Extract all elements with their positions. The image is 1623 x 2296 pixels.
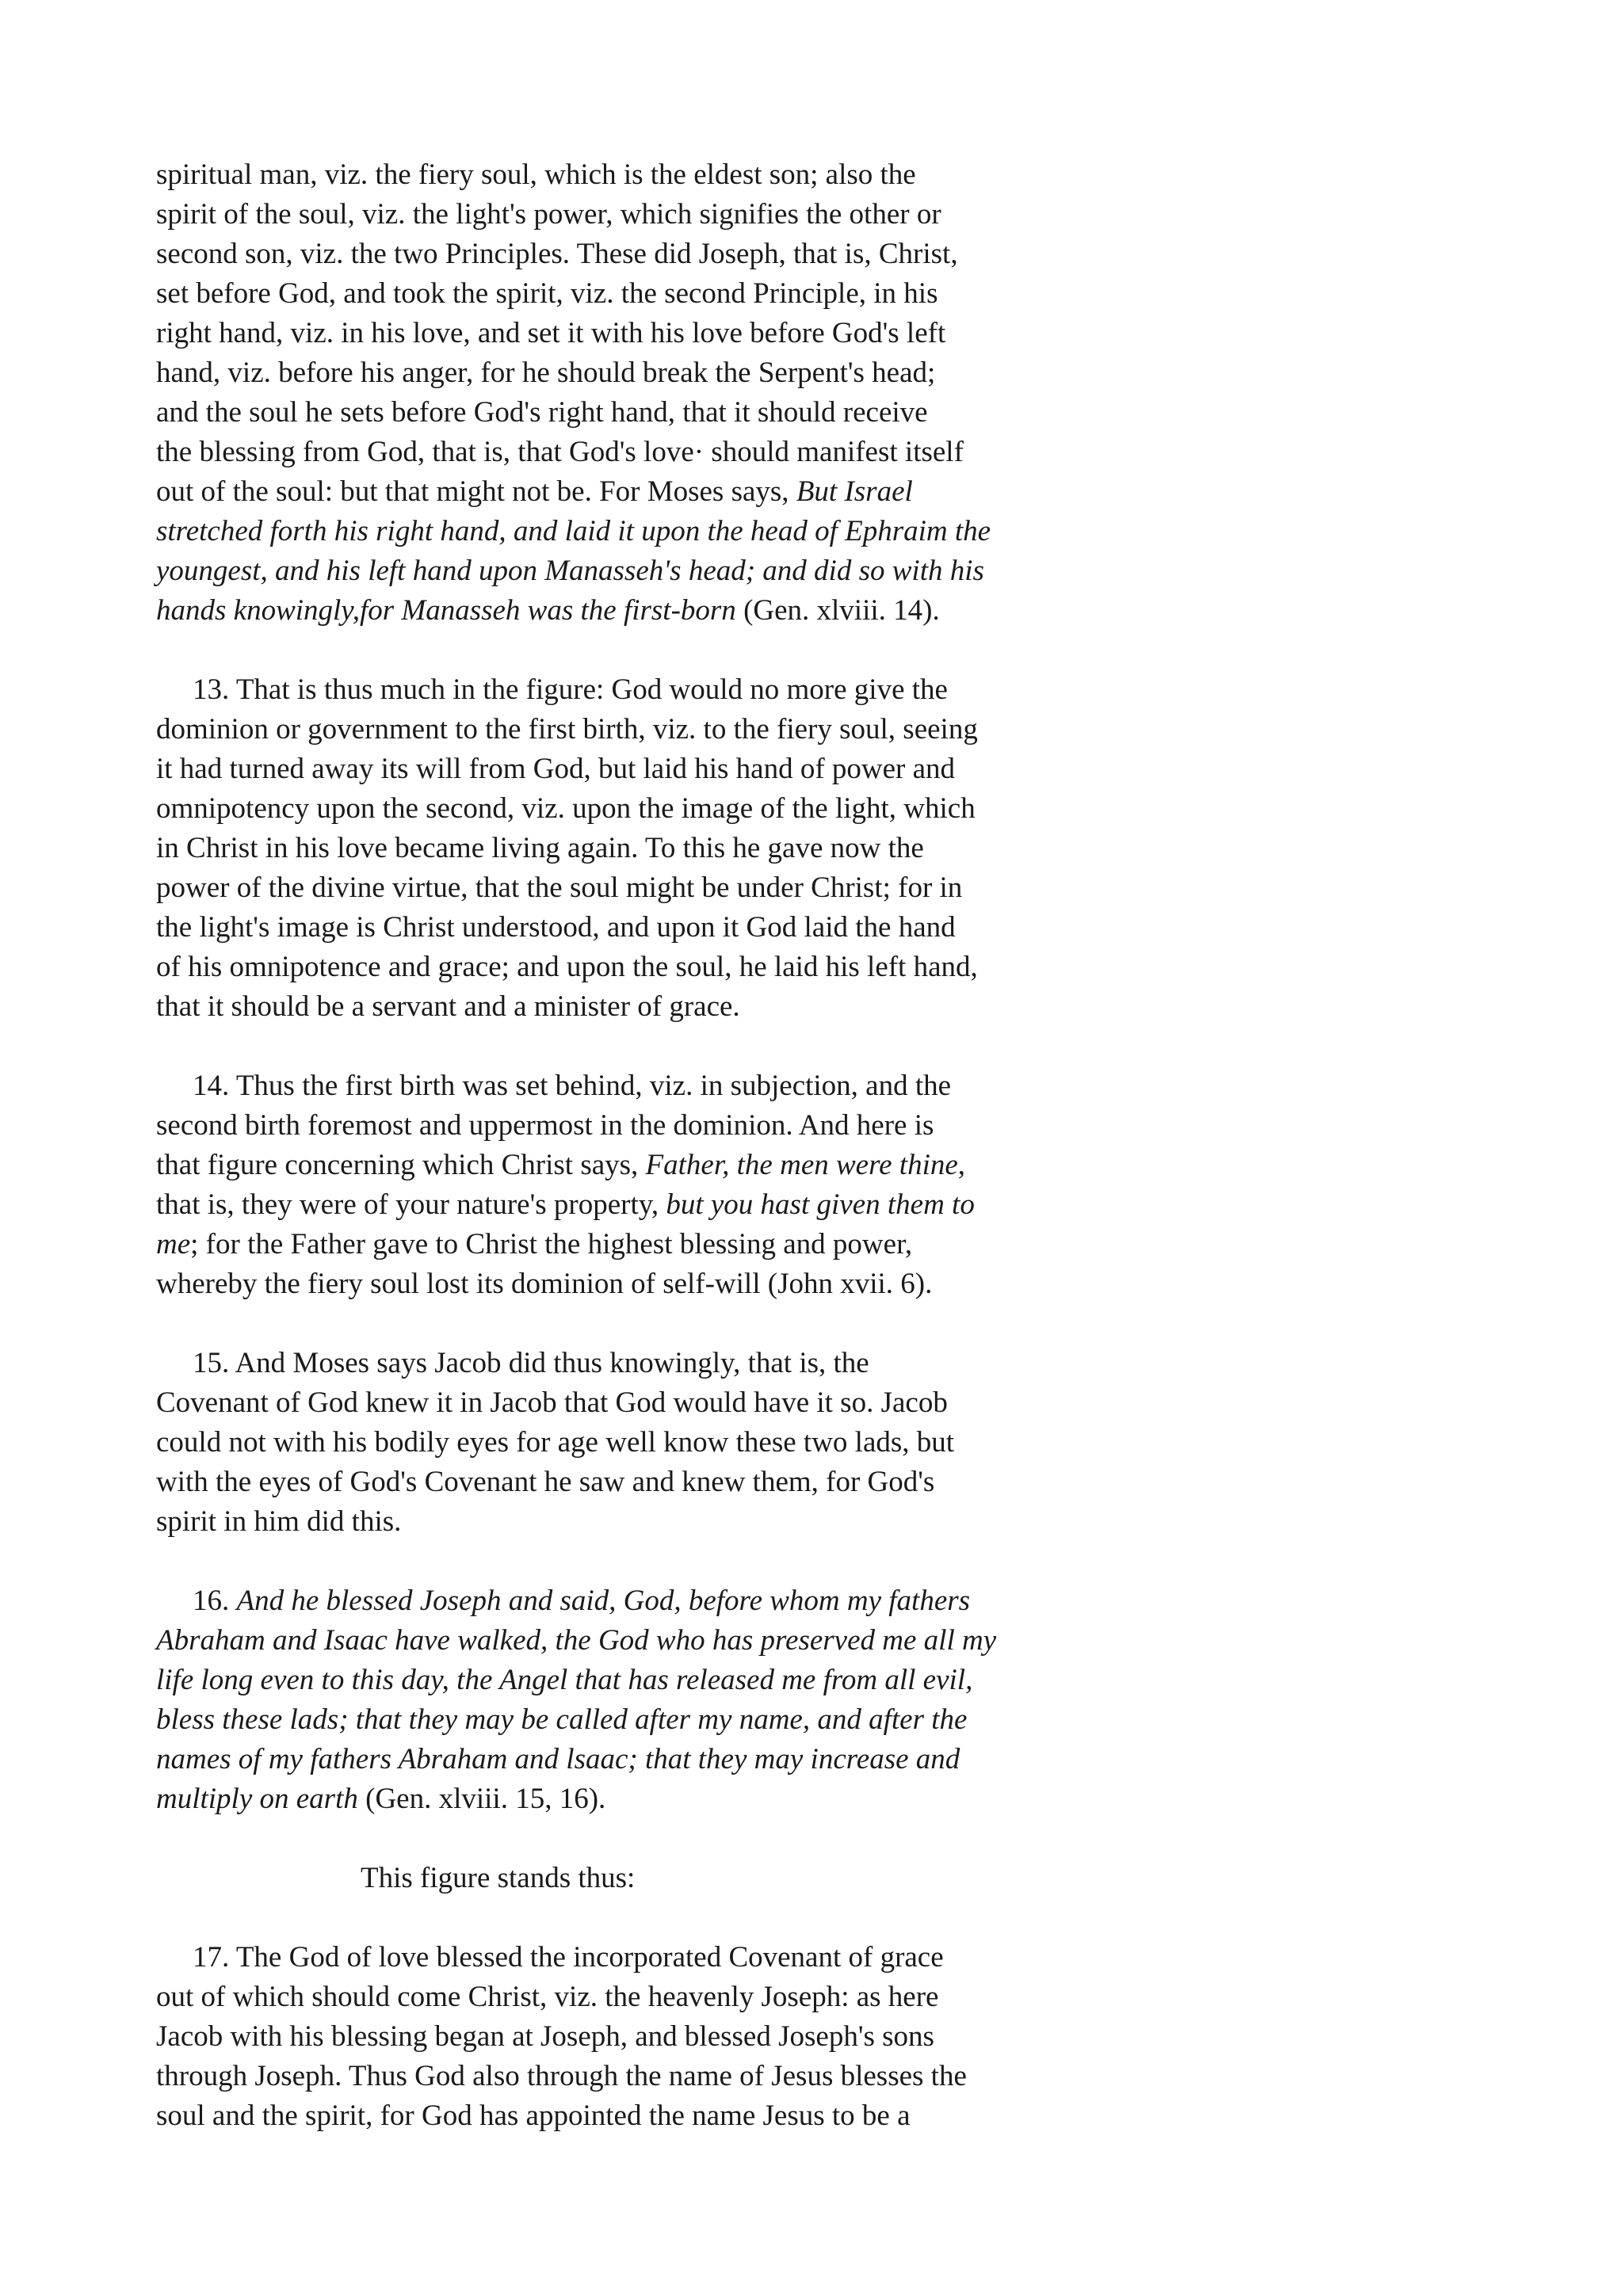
text-run: , xyxy=(957,1149,966,1181)
text-line xyxy=(156,789,1155,829)
text-run: Covenant of God knew it in Jacob that God would have it so. Jacob xyxy=(156,1386,948,1419)
text-run: second birth foremost and uppermost in the dominion. And here is xyxy=(156,1109,934,1142)
paragraph-14 xyxy=(156,1066,1155,1304)
paragraph-13 xyxy=(156,670,1155,1027)
text-run: with the eyes of God's Covenant he saw and knew them, for God's xyxy=(156,1466,935,1498)
text-line xyxy=(156,1463,1155,1502)
text-run: 13. That is thus much in the figure: God would no more give the xyxy=(193,673,948,706)
text-run: the blessing from God, that is, that God's love· should manifest itself xyxy=(156,436,964,468)
italic-text-run: me xyxy=(156,1228,191,1261)
text-line xyxy=(156,2017,1155,2057)
paragraph-gap xyxy=(156,631,1155,670)
text-line xyxy=(156,2096,1155,2136)
paragraph-gap xyxy=(156,1898,1155,1938)
text-line xyxy=(156,433,1155,472)
text-run: out of which should come Christ, viz. the heavenly Joseph: as here xyxy=(156,1981,939,2013)
paragraph-15 xyxy=(156,1344,1155,1542)
text-line xyxy=(156,1740,1155,1779)
text-line xyxy=(156,2057,1155,2096)
text-line xyxy=(156,1106,1155,1146)
text-run: ; for the Father gave to Christ the highest blessing and power, xyxy=(190,1228,913,1261)
text-run: power of the divine virtue, that the soul might be under Christ; for in xyxy=(156,871,963,904)
paragraph-17 xyxy=(156,1938,1155,2136)
text-line xyxy=(156,472,1155,512)
text-run: out of the soul: but that might not be. For Moses says, xyxy=(156,475,796,508)
italic-text-run: but you hast given them to xyxy=(666,1188,975,1221)
text-line xyxy=(361,1859,1155,1898)
text-line xyxy=(156,1383,1155,1423)
text-line xyxy=(156,1700,1155,1740)
text-line xyxy=(156,353,1155,393)
italic-text-run: bless these lads; that they may be called after my name, and after the xyxy=(156,1703,968,1736)
text-run: it had turned away its will from God, but laid his hand of power and xyxy=(156,753,956,785)
text-run: spirit of the soul, viz. the light's power, which signifies the other or xyxy=(156,198,941,231)
text-line xyxy=(156,591,1155,631)
text-run: spirit in him did this. xyxy=(156,1505,402,1538)
text-run: that it should be a servant and a minister of grace. xyxy=(156,990,740,1023)
text-run: that is, they were of your nature's property, xyxy=(156,1188,666,1221)
text-line xyxy=(156,1225,1155,1264)
italic-text-run: names of my fathers Abraham and lsaac; that they may increase and xyxy=(156,1743,960,1775)
text-line xyxy=(156,749,1155,789)
text-line xyxy=(156,1344,1155,1383)
text-run: hand, viz. before his anger, for he should break the Serpent's head; xyxy=(156,357,936,389)
text-run: that figure concerning which Christ says, xyxy=(156,1149,646,1181)
text-run: through Joseph. Thus God also through the name of Jesus blesses the xyxy=(156,2060,967,2092)
text-line xyxy=(156,829,1155,868)
figure-heading xyxy=(156,1859,1155,1898)
text-run: 16. xyxy=(193,1585,237,1617)
text-line xyxy=(156,710,1155,749)
italic-text-run: hands knowingly,for Manasseh was the first-born xyxy=(156,594,736,627)
text-run: dominion or government to the first birth, viz. to the fiery soul, seeing xyxy=(156,713,978,746)
italic-text-run: stretched forth his right hand, and laid it upon the head of Ephraim the xyxy=(156,515,991,547)
text-line xyxy=(156,1779,1155,1819)
text-line xyxy=(156,1581,1155,1621)
text-run: 15. And Moses says Jacob did thus knowingly, that is, the xyxy=(193,1347,869,1379)
text-line xyxy=(156,1146,1155,1185)
text-line xyxy=(156,948,1155,987)
text-line xyxy=(156,393,1155,433)
text-line xyxy=(156,1264,1155,1304)
text-line xyxy=(156,1978,1155,2017)
text-run: whereby the fiery soul lost its dominion of self-will (John xvii. 6). xyxy=(156,1268,933,1300)
text-line xyxy=(156,512,1155,551)
text-line xyxy=(156,235,1155,274)
italic-text-run: youngest, and his left hand upon Manasseh's head; and did so with his xyxy=(156,555,984,587)
text-line xyxy=(156,1502,1155,1542)
italic-text-run: And he blessed Joseph and said, God, before whom my fathers xyxy=(236,1585,971,1617)
text-line xyxy=(156,1661,1155,1700)
text-run: could not with his bodily eyes for age well know these two lads, but xyxy=(156,1426,955,1459)
text-run: This figure stands thus: xyxy=(361,1862,636,1894)
text-line xyxy=(156,1423,1155,1463)
text-run: 17. The God of love blessed the incorporated Covenant of grace xyxy=(193,1941,944,1974)
italic-text-run: Father, the men were thine xyxy=(645,1149,958,1181)
italic-text-run: But Israel xyxy=(796,475,913,508)
text-run: the light's image is Christ understood, and upon it God laid the hand xyxy=(156,911,956,944)
text-line xyxy=(156,670,1155,710)
text-line xyxy=(156,1938,1155,1978)
text-run: 14. Thus the first birth was set behind, viz. in subjection, and the xyxy=(193,1070,952,1102)
text-line xyxy=(156,908,1155,948)
text-line xyxy=(156,1621,1155,1661)
text-line xyxy=(156,195,1155,235)
text-line xyxy=(156,551,1155,591)
text-line xyxy=(156,987,1155,1027)
italic-text-run: Abraham and Isaac have walked, the God who has preserved me all my xyxy=(156,1624,997,1657)
text-run: Jacob with his blessing began at Joseph, and blessed Joseph's sons xyxy=(156,2020,934,2053)
document-page xyxy=(156,155,1155,2136)
text-line xyxy=(156,155,1155,195)
paragraph-16 xyxy=(156,1581,1155,1819)
text-run: spiritual man, viz. the fiery soul, which is the eldest son; also the xyxy=(156,158,916,191)
italic-text-run: life long even to this day, the Angel that has released me from all evil, xyxy=(156,1664,973,1696)
paragraph-gap xyxy=(156,1027,1155,1066)
text-line xyxy=(156,1066,1155,1106)
text-line xyxy=(156,868,1155,908)
text-run: set before God, and took the spirit, viz. the second Principle, in his xyxy=(156,277,938,310)
text-line xyxy=(156,314,1155,353)
text-run: in Christ in his love became living again. To this he gave now the xyxy=(156,832,924,864)
text-run: second son, viz. the two Principles. These did Joseph, that is, Christ, xyxy=(156,238,958,270)
paragraph-gap xyxy=(156,1819,1155,1859)
text-line xyxy=(156,1185,1155,1225)
text-run: right hand, viz. in his love, and set it with his love before God's left xyxy=(156,317,946,349)
text-run: soul and the spirit, for God has appointed the name Jesus to be a xyxy=(156,2100,911,2132)
text-run: and the soul he sets before God's right hand, that it should receive xyxy=(156,396,928,429)
text-run: of his omnipotence and grace; and upon the soul, he laid his left hand, xyxy=(156,951,978,983)
paragraph-gap xyxy=(156,1542,1155,1581)
text-run: (Gen. xlviii. 14). xyxy=(735,594,940,627)
text-run: omnipotency upon the second, viz. upon the image of the light, which xyxy=(156,792,976,825)
italic-text-run: multiply on earth xyxy=(156,1783,358,1815)
text-run: (Gen. xlviii. 15, 16). xyxy=(357,1783,606,1815)
paragraph-continuation xyxy=(156,155,1155,631)
text-line xyxy=(156,274,1155,314)
paragraph-gap xyxy=(156,1304,1155,1344)
